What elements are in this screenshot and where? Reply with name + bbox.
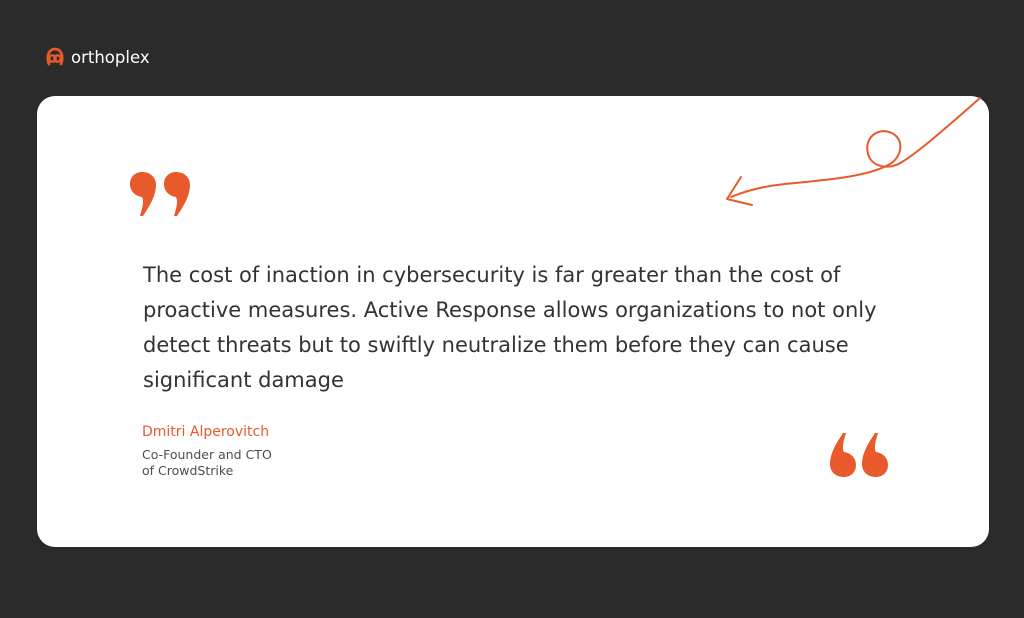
brand-name: orthoplex — [71, 47, 150, 67]
quote-text: The cost of inaction in cybersecurity is far greater than the cost of proactive measures. Active Response allows organizations to not only detect threats but to swiftly neutralize them before they can cause significant damage — [143, 263, 877, 392]
author-name: Dmitri Alperovitch — [142, 424, 270, 440]
author-role-line-1: Co-Founder and CTO — [142, 447, 272, 462]
brand-logo — [44, 44, 150, 70]
close-quote-icon — [828, 429, 890, 479]
author-role — [142, 447, 362, 479]
open-quote-icon — [129, 168, 193, 220]
orthoplex-logo-icon — [44, 46, 66, 68]
author-role-line-2: of CrowdStrike — [142, 463, 234, 478]
